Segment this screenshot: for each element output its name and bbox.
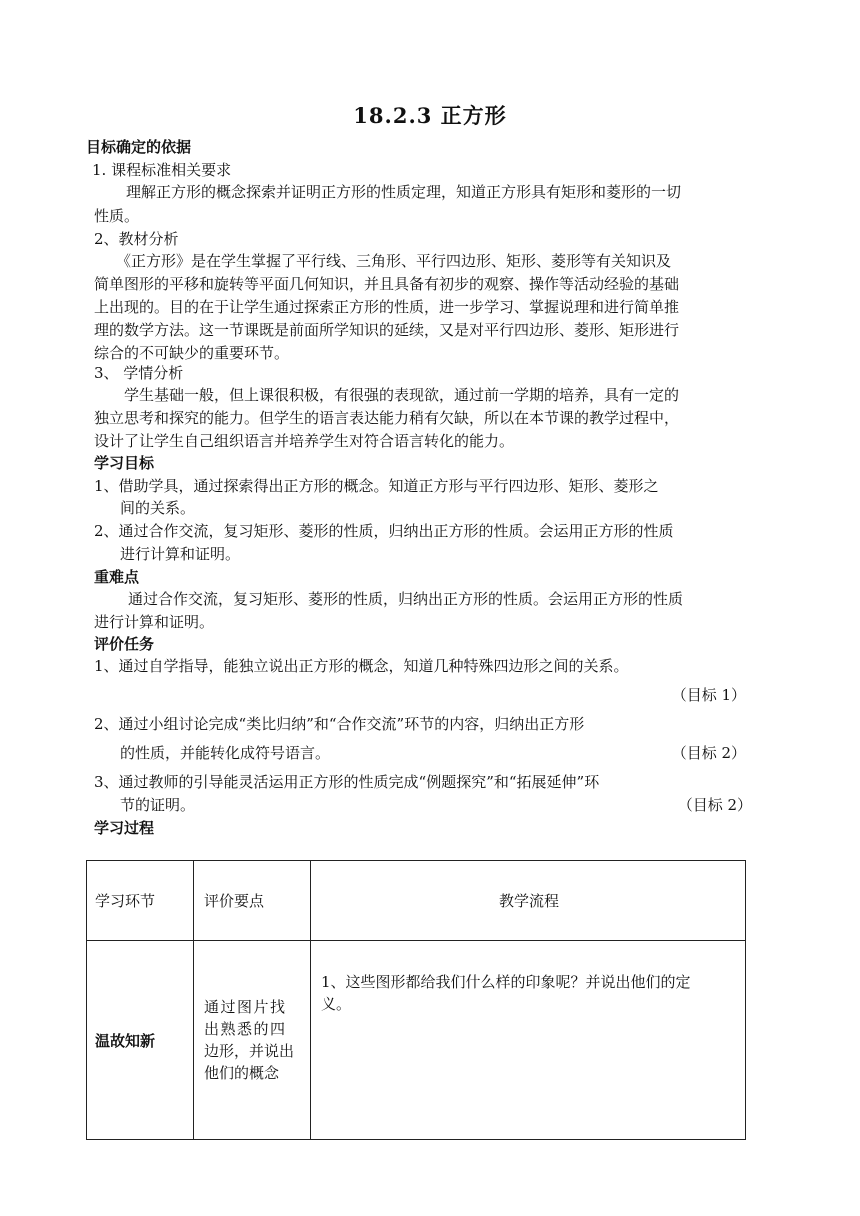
evaluation-line: 1、通过自学指导，能独立说出正方形的概念，知道几种特殊四边形之间的关系。 <box>94 657 629 675</box>
process-heading: 学习过程 <box>94 819 155 837</box>
evaluation-line: 节的证明。 <box>120 796 196 814</box>
cell-line: 义。 <box>321 995 352 1013</box>
basis-s3-line: 设计了让学生自己组织语言并培养学生对符合语言转化的能力。 <box>94 432 515 450</box>
table-header-cell: 评价要点 <box>194 861 311 941</box>
page-title: 18.2.3 正方形 <box>353 103 507 128</box>
evaluation-line: 的性质，并能转化成符号语言。 <box>120 744 331 762</box>
cell-line: 出熟悉的四 <box>204 1020 287 1038</box>
evaluation-goal-label: （目标 1） <box>671 686 746 704</box>
table-cell-stage: 温故知新 <box>87 941 194 1140</box>
keypoints-line: 通过合作交流，复习矩形、菱形的性质，归纳出正方形的性质。会运用正方形的性质 <box>128 590 684 608</box>
basis-s3-line: 独立思考和探究的能力。但学生的语言表达能力稍有欠缺，所以在本节课的教学过程中， <box>94 409 680 427</box>
keypoints-heading: 重难点 <box>94 568 140 586</box>
keypoints-line: 进行计算和证明。 <box>94 613 215 631</box>
evaluation-goal-label: （目标 2） <box>671 744 746 762</box>
table-cell-flow <box>311 941 746 1140</box>
objective-line: 进行计算和证明。 <box>120 545 241 563</box>
basis-s1-line: 理解正方形的概念探索并证明正方形的性质定理，知道正方形具有矩形和菱形的一切 <box>126 183 682 201</box>
cell-line: 通过图片找 <box>204 998 287 1016</box>
basis-s2-line: 上出现的。目的在于让学生通过探索正方形的性质，进一步学习、掌握说理和进行简单推 <box>94 298 680 316</box>
objectives-heading: 学习目标 <box>94 454 155 472</box>
basis-s2-line: 《正方形》是在学生掌握了平行线、三角形、平行四边形、矩形、菱形等有关知识及 <box>116 252 672 270</box>
basis-s2-line: 简单图形的平移和旋转等平面几何知识，并且具备有初步的观察、操作等活动经验的基础 <box>94 275 680 293</box>
basis-s2-title: 2、教材分析 <box>94 230 179 248</box>
table-cell-points <box>194 941 311 1140</box>
cell-line: 他们的概念 <box>204 1064 280 1082</box>
table-header-row <box>87 861 746 941</box>
basis-s1-line: 性质。 <box>94 207 140 225</box>
basis-s3-line: 学生基础一般，但上课很积极，有很强的表现欲，通过前一学期的培养，具有一定的 <box>124 386 680 404</box>
cell-line: 1、这些图形都给我们什么样的印象呢？并说出他们的定 <box>321 973 691 991</box>
evaluation-goal-label: （目标 2） <box>677 796 752 814</box>
table-header-cell: 学习环节 <box>87 861 194 941</box>
evaluation-heading: 评价任务 <box>94 635 155 653</box>
basis-s2-line: 理的数学方法。这一节课既是前面所学知识的延续，又是对平行四边形、菱形、矩形进行 <box>94 321 680 339</box>
basis-s1-title: 1. 课程标准相关要求 <box>92 161 232 179</box>
objective-line: 2、通过合作交流，复习矩形、菱形的性质，归纳出正方形的性质。会运用正方形的性质 <box>94 522 674 540</box>
basis-s2-line: 综合的不可缺少的重要环节。 <box>94 344 290 362</box>
table-header-cell: 教学流程 <box>311 861 746 941</box>
basis-heading: 目标确定的依据 <box>86 138 192 156</box>
basis-s3-title: 3、 学情分析 <box>94 364 184 382</box>
evaluation-line: 3、通过教师的引导能灵活运用正方形的性质完成“例题探究”和“拓展延伸”环 <box>94 773 600 791</box>
process-table <box>86 860 746 1140</box>
objective-line: 间的关系。 <box>120 499 196 517</box>
evaluation-line: 2、通过小组讨论完成“类比归纳”和“合作交流”环节的内容，归纳出正方形 <box>94 715 585 733</box>
cell-line: 边形，并说出 <box>204 1042 295 1060</box>
objective-line: 1、借助学具，通过探索得出正方形的概念。知道正方形与平行四边形、矩形、菱形之 <box>94 477 659 495</box>
table-row <box>87 941 746 1140</box>
